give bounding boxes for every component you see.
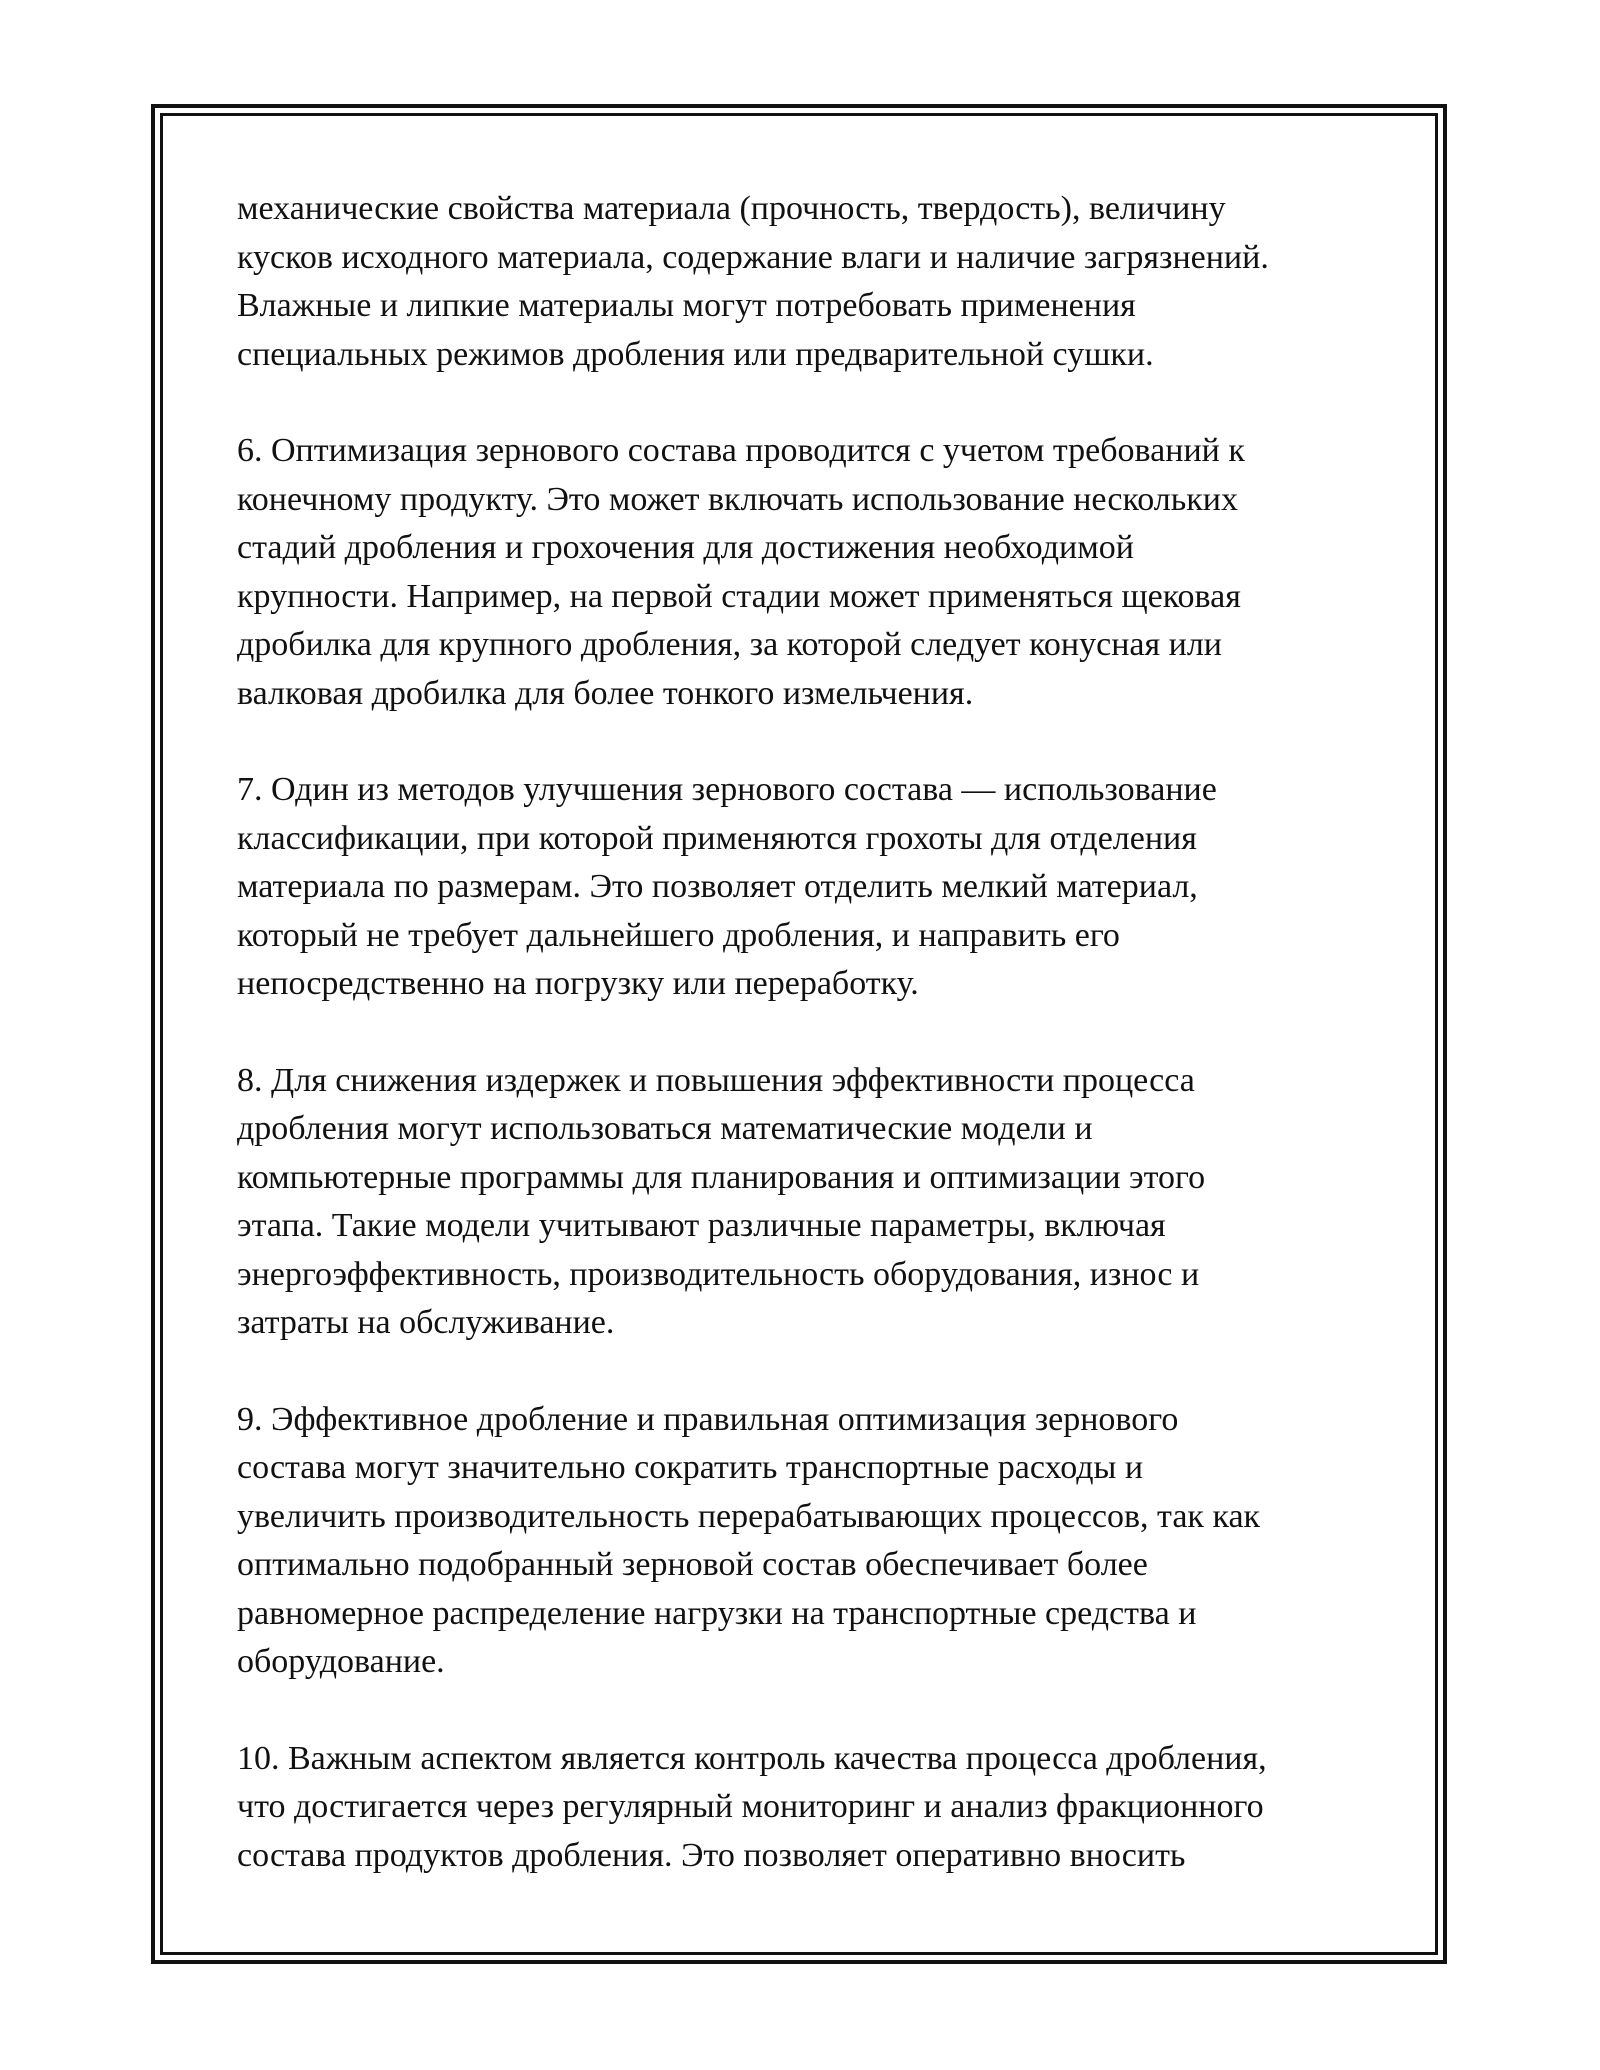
text-line: крупности. Например, на первой стадии может применяться щековая <box>237 577 1241 615</box>
text-line: затраты на обслуживание. <box>237 1304 615 1341</box>
text-line: кусков исходного материала, содержание влаги и наличие загрязнений. <box>237 238 1269 276</box>
text-line: 8. Для снижения издержек и повышения эффективности процесса <box>237 1061 1195 1099</box>
paragraph-item-10 <box>237 1735 1377 1881</box>
text-line: дробилка для крупного дробления, за которой следует конусная или <box>237 626 1222 663</box>
text-line: конечному продукту. Это может включать использование нескольких <box>237 480 1238 518</box>
text-line: валковая дробилка для более тонкого измельчения. <box>237 674 974 712</box>
text-line: равномерное распределение нагрузки на транспортные средства и <box>237 1594 1197 1632</box>
paragraph-item-7 <box>237 766 1377 1009</box>
text-line: 10. Важным аспектом является контроль качества процесса дробления, <box>237 1739 1267 1777</box>
text-line: Влажные и липкие материалы могут потребовать применения <box>237 287 1136 324</box>
paragraph-item-8 <box>237 1057 1377 1348</box>
text-line: увеличить производительность перерабатывающих процессов, так как <box>237 1497 1261 1535</box>
text-line: оборудование. <box>237 1643 445 1680</box>
text-line: оптимально подобранный зерновой состав обеспечивает более <box>237 1546 1148 1583</box>
text-line: этапа. Такие модели учитывают различные параметры, включая <box>237 1207 1166 1244</box>
text-line: который не требует дальнейшего дробления, и направить его <box>237 916 1120 954</box>
text-line: классификации, при которой применяются грохоты для отделения <box>237 819 1197 857</box>
paragraph-item-6 <box>237 427 1377 718</box>
text-line: 7. Один из методов улучшения зернового состава — использование <box>237 771 1217 808</box>
text-line: механические свойства материала (прочность, твердость), величину <box>237 190 1226 227</box>
text-line: что достигается через регулярный мониторинг и анализ фракционного <box>237 1788 1264 1825</box>
text-line: стадий дробления и грохочения для достижения необходимой <box>237 529 1134 566</box>
paragraph-item-9 <box>237 1396 1377 1687</box>
document-body <box>237 185 1377 1928</box>
text-line: 9. Эффективное дробление и правильная оптимизация зернового <box>237 1400 1179 1438</box>
text-line: компьютерные программы для планирования и оптимизации этого <box>237 1158 1206 1196</box>
text-line: состава могут значительно сократить транспортные расходы и <box>237 1449 1144 1486</box>
text-line: специальных режимов дробления или предварительной сушки. <box>237 335 1154 373</box>
text-line: непосредственно на погрузку или переработку. <box>237 965 919 1002</box>
text-line: дробления могут использоваться математические модели и <box>237 1110 1093 1147</box>
text-line: материала по размерам. Это позволяет отделить мелкий материал, <box>237 868 1198 905</box>
text-line: энергоэффективность, производительность оборудования, износ и <box>237 1255 1200 1293</box>
paragraph-1 <box>237 185 1377 379</box>
text-line: состава продуктов дробления. Это позволяет оперативно вносить <box>237 1836 1186 1874</box>
text-line: 6. Оптимизация зернового состава проводится с учетом требований к <box>237 432 1245 469</box>
